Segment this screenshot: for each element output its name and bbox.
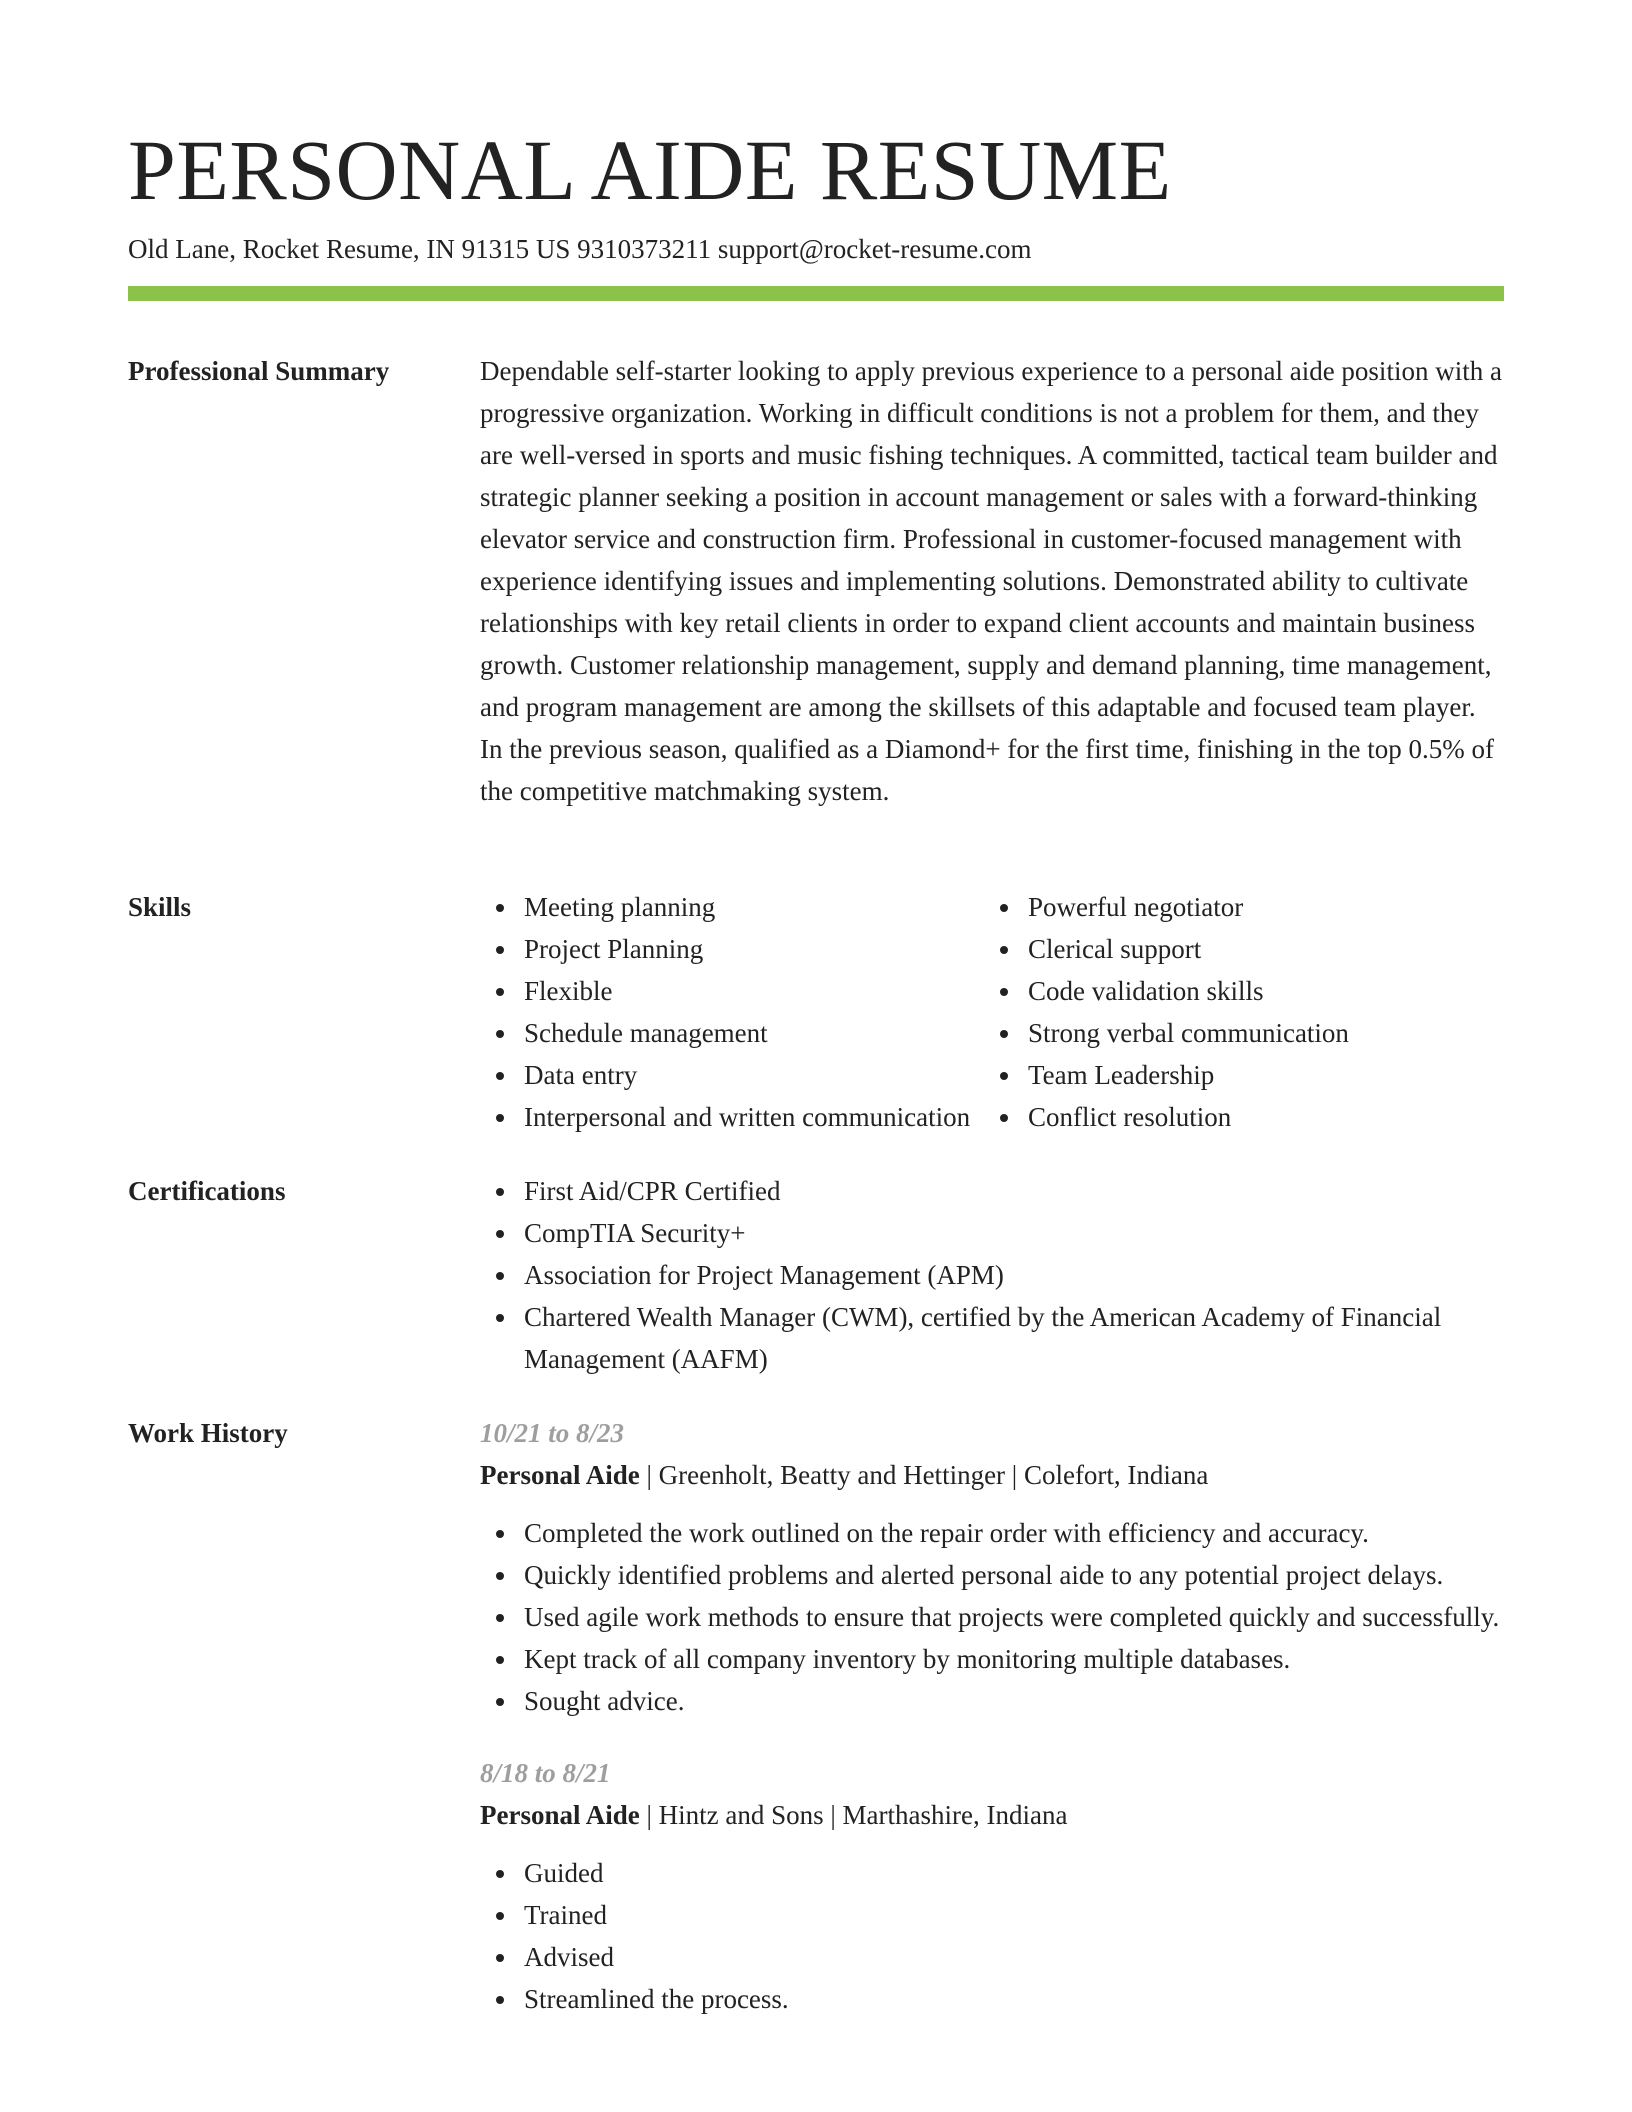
skills-body bbox=[480, 886, 1504, 1138]
summary-text: Dependable self-starter looking to apply previous experience to a personal aide position with a progressive organization. Working in difficult conditions is not a problem for them, and they are well-versed in sports and music fishing techniques. A committed, tactical team builder and strategic planner seeking a position in account management or sales with a forward-thinking elevator service and construction firm. Professional in customer-focused management with experience identifying issues and implementing solutions. Demonstrated ability to cultivate relationships with key retail clients in order to expand client accounts and maintain business growth. Customer relationship management, supply and demand planning, time management, and program management are among the skillsets of this adaptable and focused team player. In the previous season, qualified as a Diamond+ for the first time, finishing in the top 0.5% of the competitive matchmaking system. bbox=[480, 356, 1502, 806]
certifications-list bbox=[480, 1170, 1504, 1380]
job-duty-item: Quickly identified problems and alerted personal aide to any potential project delays. bbox=[480, 1554, 1504, 1596]
job-employer-location: | Greenholt, Beatty and Hettinger | Colefort, Indiana bbox=[639, 1460, 1209, 1490]
accent-divider bbox=[128, 286, 1504, 301]
skill-item: Code validation skills bbox=[984, 970, 1488, 1012]
job-duty-item: Completed the work outlined on the repair order with efficiency and accuracy. bbox=[480, 1512, 1504, 1554]
skills-columns bbox=[480, 886, 1504, 1138]
job-duty-item: Sought advice. bbox=[480, 1680, 1504, 1722]
job-duty-item: Used agile work methods to ensure that projects were completed quickly and successfully. bbox=[480, 1596, 1504, 1638]
contact-line: Old Lane, Rocket Resume, IN 91315 US 9310373211 support@rocket-resume.com bbox=[128, 234, 1032, 264]
job-heading bbox=[480, 1454, 1504, 1496]
skill-item: Clerical support bbox=[984, 928, 1488, 970]
job-title: Personal Aide bbox=[480, 1460, 640, 1490]
skill-item: Meeting planning bbox=[480, 886, 984, 928]
certifications-body bbox=[480, 1170, 1504, 1380]
skill-item: Schedule management bbox=[480, 1012, 984, 1054]
job-entry bbox=[480, 1412, 1504, 1722]
job-duty-item: Streamlined the process. bbox=[480, 1978, 1504, 2020]
job-heading bbox=[480, 1794, 1504, 1836]
skills-list-right bbox=[984, 886, 1488, 1138]
job-duty-item: Trained bbox=[480, 1894, 1504, 1936]
skill-item: Team Leadership bbox=[984, 1054, 1488, 1096]
job-duties-list bbox=[480, 1512, 1504, 1722]
work-history-body bbox=[480, 1412, 1504, 2020]
skill-item: Interpersonal and written communication bbox=[480, 1096, 984, 1138]
job-duty-item: Kept track of all company inventory by monitoring multiple databases. bbox=[480, 1638, 1504, 1680]
skill-item: Data entry bbox=[480, 1054, 984, 1096]
summary-heading: Professional Summary bbox=[128, 356, 390, 386]
job-duty-item: Advised bbox=[480, 1936, 1504, 1978]
skill-item: Strong verbal communication bbox=[984, 1012, 1488, 1054]
job-duty-item: Guided bbox=[480, 1852, 1504, 1894]
work-history-heading: Work History bbox=[128, 1418, 288, 1448]
job-duties-list bbox=[480, 1852, 1504, 2020]
skill-item: Flexible bbox=[480, 970, 984, 1012]
job-entry bbox=[480, 1752, 1504, 2020]
resume-title: PERSONAL AIDE RESUME bbox=[128, 122, 1172, 218]
skill-item: Project Planning bbox=[480, 928, 984, 970]
job-dates: 10/21 to 8/23 bbox=[480, 1418, 625, 1448]
certifications-heading: Certifications bbox=[128, 1176, 286, 1206]
summary-body bbox=[480, 350, 1504, 812]
skills-list-left bbox=[480, 886, 984, 1138]
job-title: Personal Aide bbox=[480, 1800, 640, 1830]
job-employer-location: | Hintz and Sons | Marthashire, Indiana bbox=[639, 1800, 1068, 1830]
certification-item: Association for Project Management (APM) bbox=[480, 1254, 1504, 1296]
skill-item: Powerful negotiator bbox=[984, 886, 1488, 928]
skill-item: Conflict resolution bbox=[984, 1096, 1488, 1138]
skills-heading: Skills bbox=[128, 892, 192, 922]
certification-item: First Aid/CPR Certified bbox=[480, 1170, 1504, 1212]
certification-item: CompTIA Security+ bbox=[480, 1212, 1504, 1254]
certification-item: Chartered Wealth Manager (CWM), certified by the American Academy of Financial Management (AAFM) bbox=[480, 1296, 1504, 1380]
job-dates: 8/18 to 8/21 bbox=[480, 1758, 611, 1788]
